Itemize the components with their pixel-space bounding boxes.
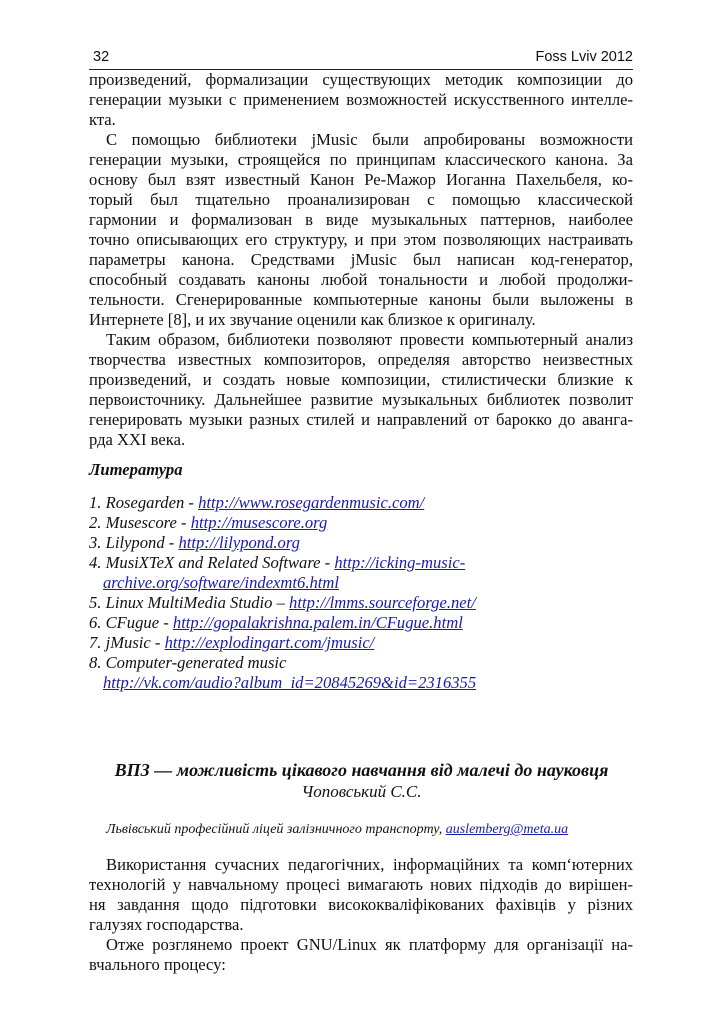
- text-line: произведений, и создать новые композиции, стилистически близкие к: [89, 370, 633, 389]
- ref-number: 2.: [89, 513, 102, 532]
- ref-number: 7.: [89, 633, 102, 652]
- reference-item: [89, 653, 649, 673]
- ref-title: Linux MultiMedia Studio –: [101, 593, 290, 612]
- reference-list: [89, 493, 649, 693]
- paragraph-3: [89, 330, 633, 450]
- text-line: творчества известных композиторов, определяя авторство неизвестных: [89, 350, 633, 369]
- ref-link[interactable]: http://vk.com/audio?album_id=20845269&id=2316355: [103, 673, 477, 692]
- ref-number: 5.: [89, 593, 102, 612]
- ref-number: 1.: [89, 493, 102, 512]
- text-line: Використання сучасних педагогічних, інформаційних та комп‘ютерних: [106, 855, 633, 874]
- ref-link[interactable]: http://lilypond.org: [178, 533, 300, 552]
- ref-title: Musescore -: [101, 513, 191, 532]
- text-line: основу был взят известный Канон Ре-Мажор Иоганна Пахельбеля, ко-: [89, 170, 633, 189]
- text-line: генерировать музыки разных стилей и направлений от барокко до аванга-: [89, 410, 633, 429]
- reference-item-continuation: [89, 673, 649, 693]
- ref-number: 4.: [89, 553, 102, 572]
- text-line: С помощью библиотеки jMusic были апробированы возможности: [106, 130, 633, 149]
- text-line: параметры канона. Средствами jMusic был написан код-генератор,: [89, 250, 633, 269]
- text-line: Таким образом, библиотеки позволяют провести компьютерный анализ: [106, 330, 633, 349]
- text-line: генерации музыки с применением возможностей искусственного интелле-: [89, 90, 633, 109]
- ref-title: Rosegarden -: [105, 493, 199, 512]
- text-line: технологій у навчальному процесі вимагають нових підходів до вирішен-: [89, 875, 633, 894]
- ref-link[interactable]: http://explodingart.com/jmusic/: [164, 633, 375, 652]
- article-author: Чоповський С.С.: [301, 782, 422, 801]
- text-line: Отже розглянемо проект GNU/Linux як платформу для організації на-: [106, 935, 633, 954]
- reference-item: [89, 553, 649, 573]
- ref-link[interactable]: http://icking-music-: [334, 553, 466, 572]
- text-line: галузях господарства.: [89, 915, 244, 934]
- text-line: вчального процесу:: [89, 955, 226, 974]
- reference-item: [89, 633, 649, 653]
- ref-title: MusiXTeX and Related Software -: [101, 553, 335, 572]
- text-line: кта.: [89, 110, 116, 129]
- text-line: точно описывающих его структуру, и при этом позволяющих настраивать: [89, 230, 633, 249]
- reference-item: [89, 613, 649, 633]
- page-number: 32: [93, 49, 110, 65]
- page-header: [89, 47, 633, 70]
- text-line: генерации музыки, строящейся по принципам классического канона. За: [89, 150, 633, 169]
- paragraph-1: [89, 70, 633, 130]
- text-line: гармонии и формализован в виде музыкальных паттернов, наиболее: [89, 210, 633, 229]
- text-line: торый был тщательно проанализирован с помощью классической: [89, 190, 633, 209]
- ref-title: jMusic -: [101, 633, 165, 652]
- ref-number: 8.: [89, 653, 102, 672]
- reference-item: [89, 533, 649, 553]
- text-line: Интернете [8], и их звучание оценили как близкое к оригиналу.: [89, 310, 536, 329]
- ref-link[interactable]: http://lmms.sourceforge.net/: [289, 593, 476, 612]
- article-title: ВПЗ — можливість цікавого навчання від малечі до науковця: [114, 760, 609, 780]
- literature-heading: Литература: [89, 460, 183, 479]
- text-line: способный создавать каноны любой тональности и любой продолжи-: [89, 270, 633, 289]
- ref-number: 6.: [89, 613, 102, 632]
- ref-link[interactable]: archive.org/software/indexmt6.html: [103, 573, 339, 592]
- ref-link[interactable]: http://musescore.org: [190, 513, 328, 532]
- paragraph-2: [89, 130, 633, 330]
- text-line: тельности. Сгенерированные компьютерные каноны были выложены в: [89, 290, 633, 309]
- reference-item: [89, 593, 649, 613]
- author-affiliation: [106, 822, 568, 838]
- ref-link[interactable]: http://www.rosegardenmusic.com/: [198, 493, 425, 512]
- running-title: Foss Lviv 2012: [535, 49, 633, 65]
- ref-title: CFugue -: [101, 613, 173, 632]
- reference-item-continuation: [89, 573, 649, 593]
- email-link[interactable]: auslemberg@meta.ua: [445, 822, 569, 837]
- reference-item: [89, 513, 649, 533]
- paragraph-4: [89, 855, 633, 935]
- reference-item: [89, 493, 649, 513]
- ref-title: Computer-generated music: [101, 653, 287, 672]
- text-line: ня завдання щодо підготовки висококваліфікованих фахівців у різних: [89, 895, 633, 914]
- affiliation-text: Львівський професійний ліцей залізничного транспорту,: [106, 822, 446, 837]
- ref-link[interactable]: http://gopalakrishna.palem.in/CFugue.html: [172, 613, 463, 632]
- text-line: рда XXI века.: [89, 430, 186, 449]
- ref-number: 3.: [89, 533, 102, 552]
- ref-title: Lilypond -: [105, 533, 179, 552]
- paragraph-5: [89, 935, 633, 975]
- text-line: произведений, формализации существующих методик композиции до: [89, 70, 633, 89]
- text-line: первоисточнику. Дальнейшее развитие музыкальных библиотек позволит: [89, 390, 633, 409]
